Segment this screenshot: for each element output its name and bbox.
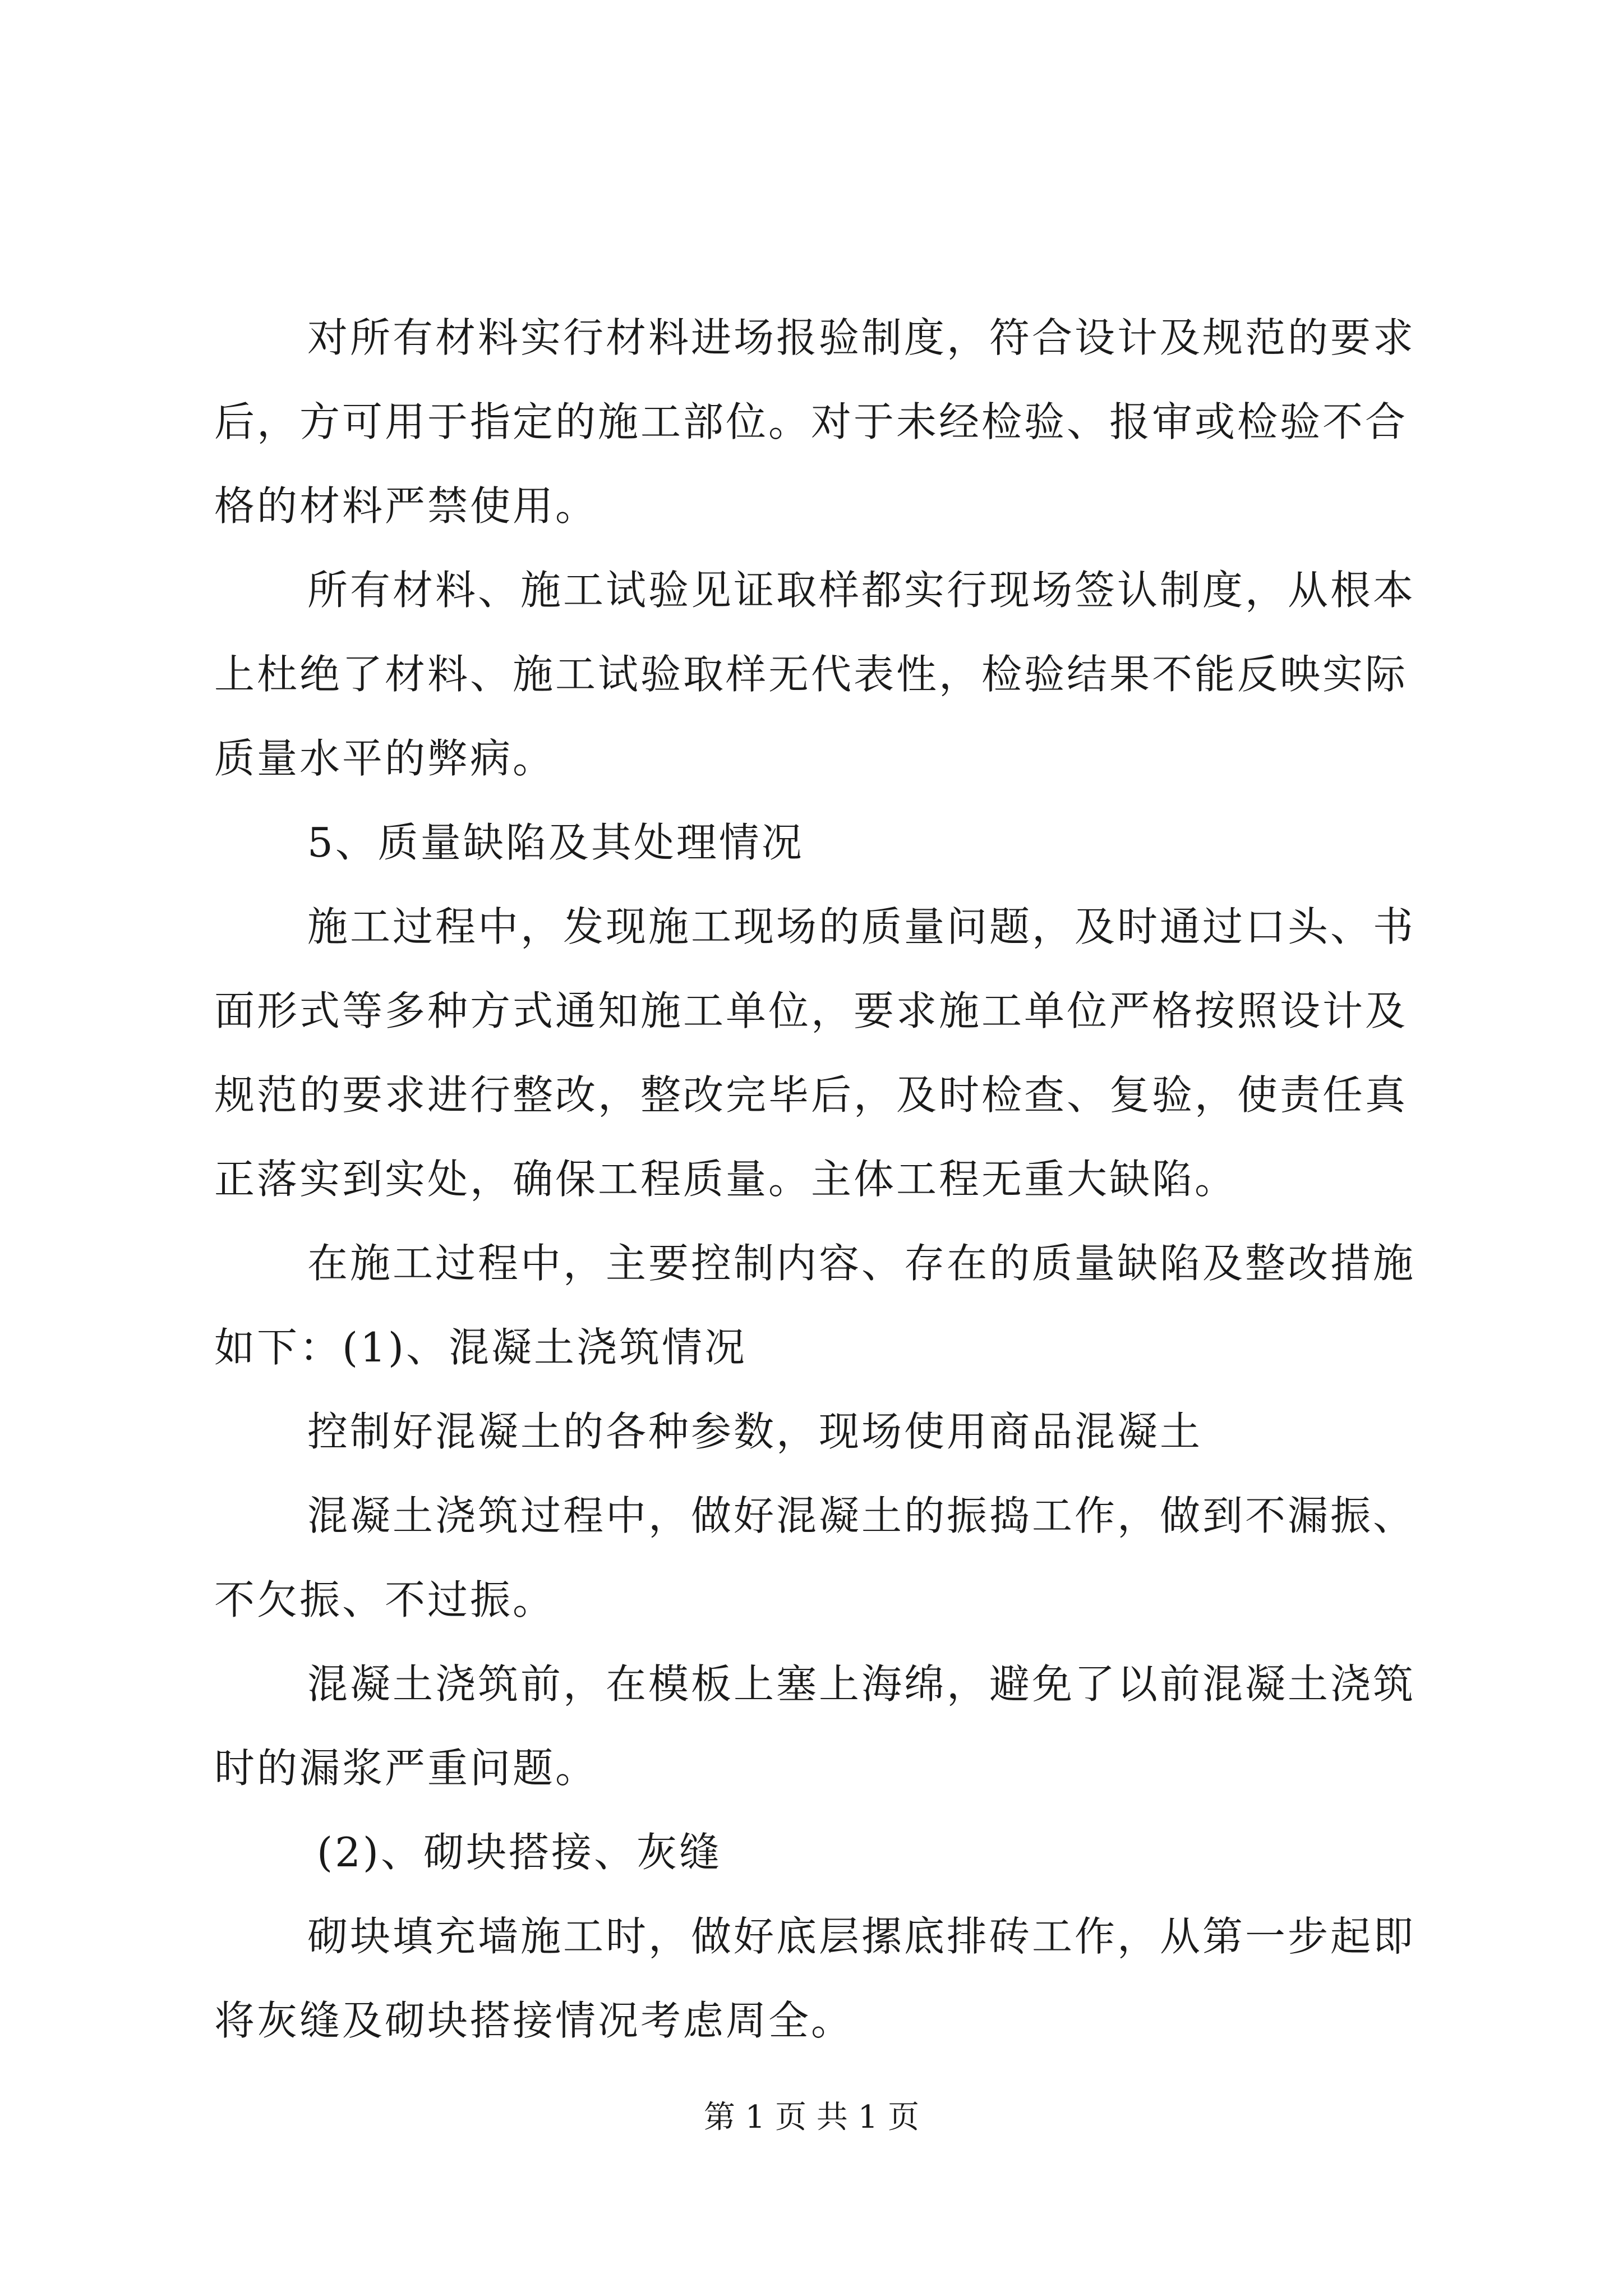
text-line: 对所有材料实行材料进场报验制度，符合设计及规范的要求 xyxy=(307,314,1416,361)
text-line: 混凝土浇筑前，在模板上塞上海绵，避免了以前混凝土浇筑 xyxy=(307,1660,1416,1708)
text-line: 正落实到实处，确保工程质量。主体工程无重大缺陷。 xyxy=(214,1156,1238,1203)
section-heading: (2)、砌块搭接、灰缝 xyxy=(317,1829,722,1876)
text-line: 不欠振、不过振。 xyxy=(214,1576,556,1623)
text-line: 规范的要求进行整改，整改完毕后，及时检查、复验，使责任真 xyxy=(214,1071,1408,1119)
text-line: 控制好混凝土的各种参数，现场使用商品混凝土 xyxy=(307,1408,1203,1455)
text-line: 混凝土浇筑过程中，做好混凝土的振捣工作，做到不漏振、 xyxy=(307,1492,1416,1539)
text-line: 砌块填充墙施工时，做好底层摞底排砖工作，从第一步起即 xyxy=(307,1913,1416,1960)
text-line: 如下：(1)、混凝土浇筑情况 xyxy=(214,1324,747,1371)
text-line: 上杜绝了材料、施工试验取样无代表性，检验结果不能反映实际 xyxy=(214,651,1408,698)
text-line: 所有材料、施工试验见证取样都实行现场签认制度，从根本 xyxy=(307,567,1416,614)
text-line: 时的漏浆严重问题。 xyxy=(214,1745,598,1792)
text-line: 在施工过程中，主要控制内容、存在的质量缺陷及整改措施 xyxy=(307,1240,1416,1287)
section-heading: 5、质量缺陷及其处理情况 xyxy=(307,819,804,866)
text-line: 格的材料严禁使用。 xyxy=(214,482,598,530)
text-line: 施工过程中，发现施工现场的质量问题，及时通过口头、书 xyxy=(307,903,1416,950)
text-line: 质量水平的弊病。 xyxy=(214,735,556,782)
text-line: 后，方可用于指定的施工部位。对于未经检验、报审或检验不合 xyxy=(214,398,1408,445)
text-line: 面形式等多种方式通知施工单位，要求施工单位严格按照设计及 xyxy=(214,987,1408,1034)
page-footer: 第 1 页 共 1 页 xyxy=(703,2099,920,2136)
text-line: 将灰缝及砌块搭接情况考虑周全。 xyxy=(214,1997,854,2044)
